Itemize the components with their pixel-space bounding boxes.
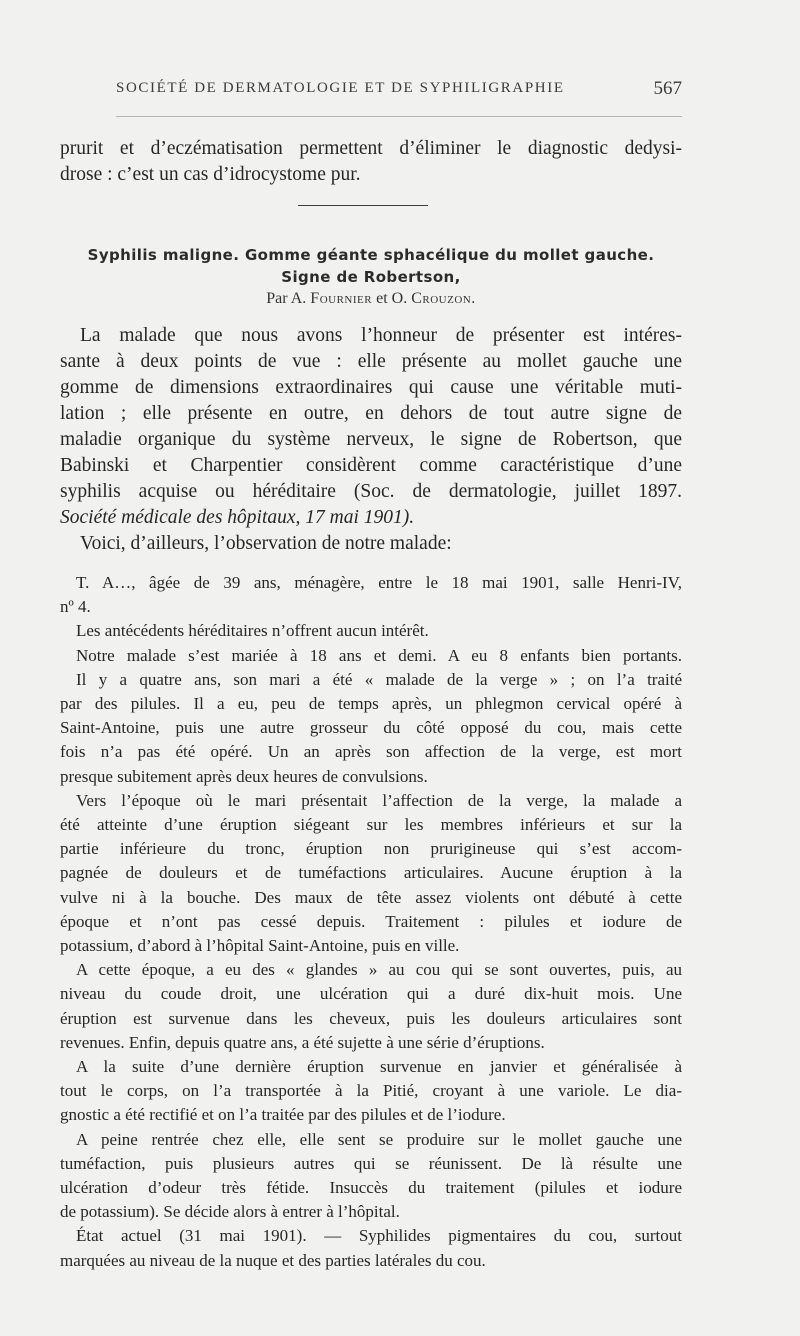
- text-line: revenues. Enfin, depuis quatre ans, a été sujette à une série d’éruptions.: [60, 1032, 545, 1052]
- text-line: presque subitement après deux heures de convulsions.: [60, 766, 428, 786]
- text-line: drose : c’est un cas d’idrocystome pur.: [60, 164, 361, 185]
- text-line: Société médicale des hôpitaux, 17 mai 1901).: [60, 507, 415, 528]
- observation-paragraphs: [60, 571, 682, 1273]
- authors-prefix: Par: [266, 290, 288, 307]
- text-line: tuméfaction, puis plusieurs autres qui se réunissent. De là résulte une: [60, 1153, 682, 1173]
- authors-conjunction: et: [376, 290, 388, 307]
- intro-paragraph: [60, 136, 682, 188]
- author-1-initial: A.: [290, 290, 307, 307]
- page-number: 567: [653, 78, 682, 99]
- text-line: par des pilules. Il a eu, peu de temps après, un phlegmon cervical opéré à: [60, 694, 682, 714]
- text-line: été atteinte d’une éruption siégeant sur les membres inférieurs et sur la: [60, 815, 682, 835]
- text-line: nº 4.: [60, 597, 91, 617]
- text-line: A peine rentrée chez elle, elle sent se produire sur le mollet gauche une: [76, 1129, 682, 1149]
- header-rule: [116, 116, 682, 117]
- text-line: partie inférieure du tronc, éruption non prurigineuse qui s’est accom-: [60, 839, 682, 859]
- text-line: La malade que nous avons l’honneur de présenter est intéres-: [80, 325, 682, 346]
- article-subtitle: Signe de Robertson,: [281, 268, 461, 286]
- author-2-initial: O.: [391, 290, 408, 307]
- text-line: de potassium). Se décide alors à entrer à l’hôpital.: [60, 1202, 400, 1222]
- text-line: fois n’a pas été opéré. Un an après son affection de la verge, est mort: [60, 742, 682, 762]
- article-authors: [60, 290, 682, 308]
- text-line: gomme de dimensions extraordinaires qui cause une véritable muti-: [60, 377, 682, 398]
- text-line: Babinski et Charpentier considèrent comme caractéristique d’une: [60, 455, 682, 476]
- text-line: tout le corps, on l’a transportée à la Pitié, croyant à une variole. Le dia-: [60, 1081, 682, 1101]
- text-line: État actuel (31 mai 1901). — Syphilides pigmentaires du cou, surtout: [76, 1226, 682, 1246]
- text-line: éruption est survenue dans les cheveux, puis les douleurs articulaires sont: [60, 1008, 682, 1028]
- page-header: [116, 80, 682, 104]
- text-line: gnostic a été rectifié et on l’a traitée par des pilules et de l’iodure.: [60, 1105, 506, 1125]
- text-line: vulve ni à la bouche. Des maux de tête assez violents ont débuté à cette: [60, 887, 682, 907]
- text-line: marquées au niveau de la nuque et des parties latérales du cou.: [60, 1250, 486, 1270]
- text-line: A cette époque, a eu des « glandes » au cou qui se sont ouvertes, puis, au: [76, 960, 682, 980]
- text-line: sante à deux points de vue : elle présente au mollet gauche une: [60, 351, 682, 372]
- author-1-name: Fournier: [310, 290, 373, 307]
- text-line: époque et n’ont pas cessé depuis. Traitement : pilules et iodure de: [60, 911, 682, 931]
- body-paragraph: [60, 323, 682, 557]
- text-line: potassium, d’abord à l’hôpital Saint-Antoine, puis en ville.: [60, 936, 460, 956]
- text-line: Voici, d’ailleurs, l’observation de notre malade:: [80, 533, 452, 554]
- text-line: Vers l’époque où le mari présentait l’affection de la verge, la malade a: [76, 790, 682, 810]
- running-title: SOCIÉTÉ DE DERMATOLOGIE ET DE SYPHILIGRAPHIE: [116, 80, 565, 96]
- text-line: prurit et d’eczématisation permettent d’éliminer le diagnostic dedysi-: [60, 138, 682, 159]
- text-line: lation ; elle présente en outre, en dehors de tout autre signe de: [60, 403, 682, 424]
- text-line: pagnée de douleurs et de tuméfactions articulaires. Aucune éruption à la: [60, 863, 682, 883]
- text-line: Saint-Antoine, puis une autre grosseur du côté opposé du cou, mais cette: [60, 718, 682, 738]
- text-line: Les antécédents héréditaires n’offrent aucun intérêt.: [76, 621, 429, 641]
- text-line: syphilis acquise ou héréditaire (Soc. de dermatologie, juillet 1897.: [60, 481, 682, 502]
- text-line: Il y a quatre ans, son mari a été « malade de la verge » ; on l’a traité: [76, 669, 682, 689]
- text-line: T. A…, âgée de 39 ans, ménagère, entre le 18 mai 1901, salle Henri-IV,: [76, 573, 682, 592]
- text-line: maladie organique du système nerveux, le signe de Robertson, que: [60, 429, 682, 450]
- text-line: A la suite d’une dernière éruption survenue en janvier et généralisée à: [76, 1057, 682, 1077]
- author-2-name: Crouzon.: [411, 290, 476, 307]
- text-line: Notre malade s’est mariée à 18 ans et demi. A eu 8 enfants bien portants.: [76, 645, 682, 665]
- text-line: niveau du coude droit, une ulcération qui a duré dix-huit mois. Une: [60, 984, 682, 1004]
- text-line: ulcération d’odeur très fétide. Insuccès du traitement (pilules et iodure: [60, 1178, 682, 1198]
- article-title: Syphilis maligne. Gomme géante sphacélique du mollet gauche.: [87, 246, 655, 264]
- section-separator: [298, 205, 428, 206]
